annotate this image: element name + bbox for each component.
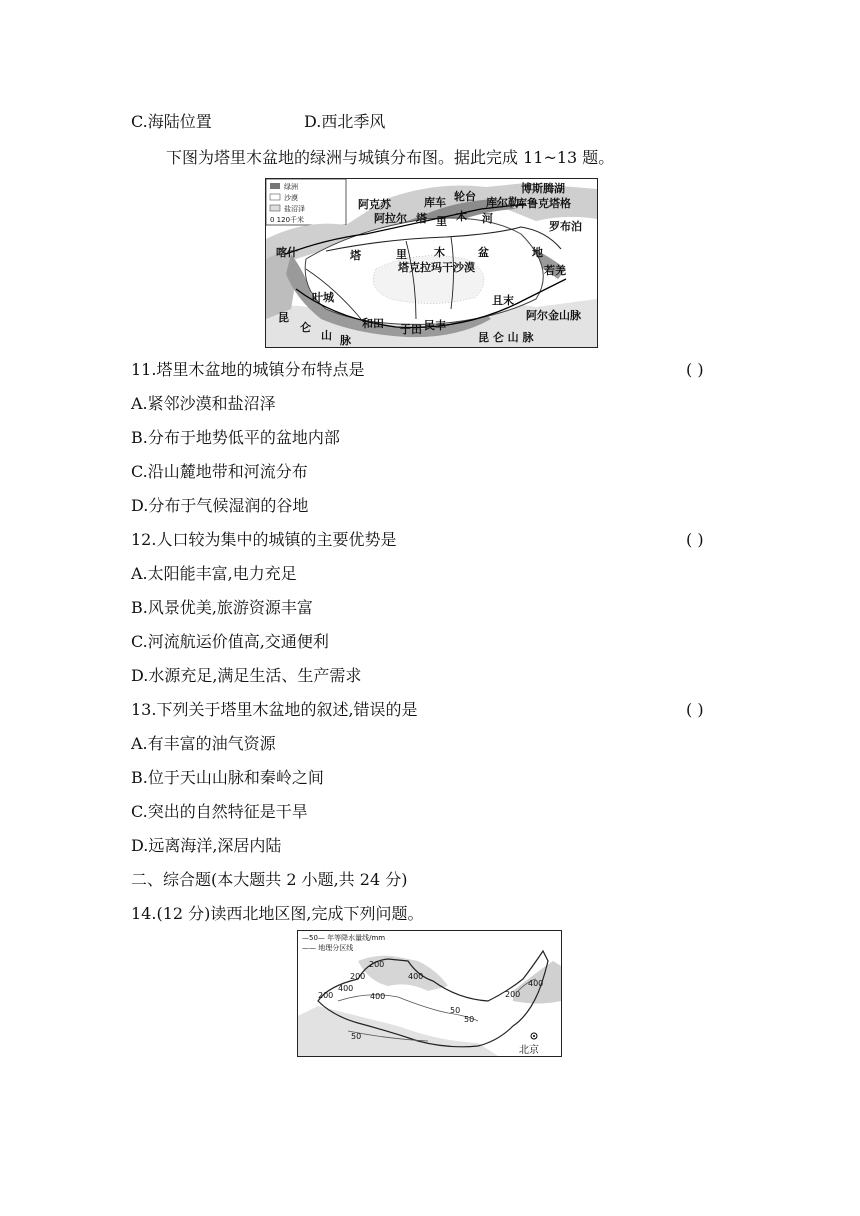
legend-oasis: 绿洲 (284, 183, 298, 191)
label-aerjin: 阿尔金山脉 (526, 309, 581, 322)
question-11-option-c: C.沿山麓地带和河流分布 (131, 462, 308, 481)
option-d-top: D.西北季风 (304, 112, 386, 131)
label-ruoqiang: 若羌 (544, 264, 566, 277)
label-qiemo: 且末 (492, 294, 514, 307)
label-beijing: 北京 (519, 1045, 539, 1056)
label-taklamakan: 塔克拉玛干沙漠 (398, 261, 475, 274)
question-12-stem: 12.人口较为集中的城镇的主要优势是 (131, 530, 397, 549)
option-c-top: C.海陆位置 (131, 112, 212, 131)
legend-isohyet: —50— 年等降水量线/mm (302, 934, 386, 942)
label-kuche: 库车 (424, 196, 446, 209)
label-bositeng: 博斯腾湖 (521, 182, 565, 195)
question-12-option-d: D.水源充足,满足生活、生产需求 (131, 666, 362, 685)
isohyet-label-400d: 400 (528, 979, 544, 988)
legend-desert: 沙漠 (284, 194, 298, 202)
question-12-option-a: A.太阳能丰富,电力充足 (131, 564, 297, 583)
northwest-region-map (297, 930, 562, 1057)
isohyet-label-200a: 200 (369, 960, 385, 969)
label-kun-left: 昆 (278, 311, 289, 324)
label-kuluke: 库鲁克塔格 (516, 197, 571, 210)
label-tarim-ta: 塔 (416, 212, 427, 225)
intro-text: 下图为塔里木盆地的绿洲与城镇分布图。据此完成 11~13 题。 (166, 148, 615, 167)
isohyet-label-50b: 50 (464, 1015, 475, 1024)
label-yecheng: 叶城 (312, 291, 334, 304)
question-11-option-b: B.分布于地势低平的盆地内部 (131, 428, 340, 447)
isohyet-label-200c: 200 (318, 991, 334, 1000)
label-basin-mu: 木 (434, 246, 445, 259)
section-2-heading: 二、综合题(本大题共 2 小题,共 24 分) (131, 870, 408, 889)
label-hetian: 和田 (362, 317, 384, 330)
label-basin-li: 里 (396, 248, 407, 261)
question-11-option-d: D.分布于气候湿润的谷地 (131, 496, 309, 515)
isohyet-label-200d: 200 (505, 990, 521, 999)
question-12-answer-blank[interactable]: ( ) (686, 530, 704, 549)
question-11-answer-blank[interactable]: ( ) (686, 360, 704, 379)
legend-scale: 0 120千米 (270, 216, 305, 224)
question-11-option-a: A.紧邻沙漠和盐沼泽 (131, 394, 276, 413)
tarim-basin-map (265, 178, 598, 348)
label-basin-di: 地 (532, 246, 543, 259)
question-13-stem: 13.下列关于塔里木盆地的叙述,错误的是 (131, 700, 418, 719)
isohyet-label-400a: 400 (338, 984, 354, 993)
label-kuerle: 库尔勒 (486, 196, 519, 209)
label-luntai: 轮台 (454, 190, 476, 203)
label-lun-left: 仑 (300, 321, 311, 334)
question-11-stem: 11.塔里木盆地的城镇分布特点是 (131, 360, 365, 379)
question-13-option-a: A.有丰富的油气资源 (131, 734, 276, 753)
legend-salt-marsh: 盐沼泽 (284, 205, 305, 213)
label-kashi: 喀什 (276, 246, 298, 259)
question-13-option-d: D.远离海洋,深居内陆 (131, 836, 282, 855)
isohyet-label-50a: 50 (450, 1006, 461, 1015)
label-akesu: 阿克苏 (358, 198, 391, 211)
isohyet-label-200b: 200 (350, 972, 366, 981)
question-14-stem: 14.(12 分)读西北地区图,完成下列问题。 (131, 904, 424, 923)
question-12-option-b: B.风景优美,旅游资源丰富 (131, 598, 313, 617)
question-12-option-c: C.河流航运价值高,交通便利 (131, 632, 329, 651)
isohyet-label-400b: 400 (408, 972, 424, 981)
label-minfeng: 民丰 (424, 319, 446, 332)
question-13-option-c: C.突出的自然特征是干旱 (131, 802, 308, 821)
label-tarim-li: 里 (436, 215, 447, 228)
label-tarim-mu: 木 (456, 210, 467, 223)
label-basin-pen: 盆 (478, 246, 489, 259)
label-tarim-he: 河 (482, 212, 493, 225)
legend-boundary: —— 地理分区线 (302, 944, 354, 952)
label-alaer: 阿拉尔 (374, 212, 407, 225)
question-13-option-b: B.位于天山山脉和秦岭之间 (131, 768, 324, 787)
label-kunlun-bottom: 昆 仑 山 脉 (478, 331, 534, 344)
isohyet-label-50c: 50 (351, 1032, 362, 1041)
label-shan-left: 山 (321, 329, 332, 342)
label-basin-ta: 塔 (350, 249, 361, 262)
label-yutian: 于田 (400, 323, 422, 336)
isohyet-label-400c: 400 (370, 992, 386, 1001)
question-13-answer-blank[interactable]: ( ) (686, 700, 704, 719)
label-luobupo: 罗布泊 (549, 220, 582, 233)
label-mai-left: 脉 (340, 334, 351, 347)
